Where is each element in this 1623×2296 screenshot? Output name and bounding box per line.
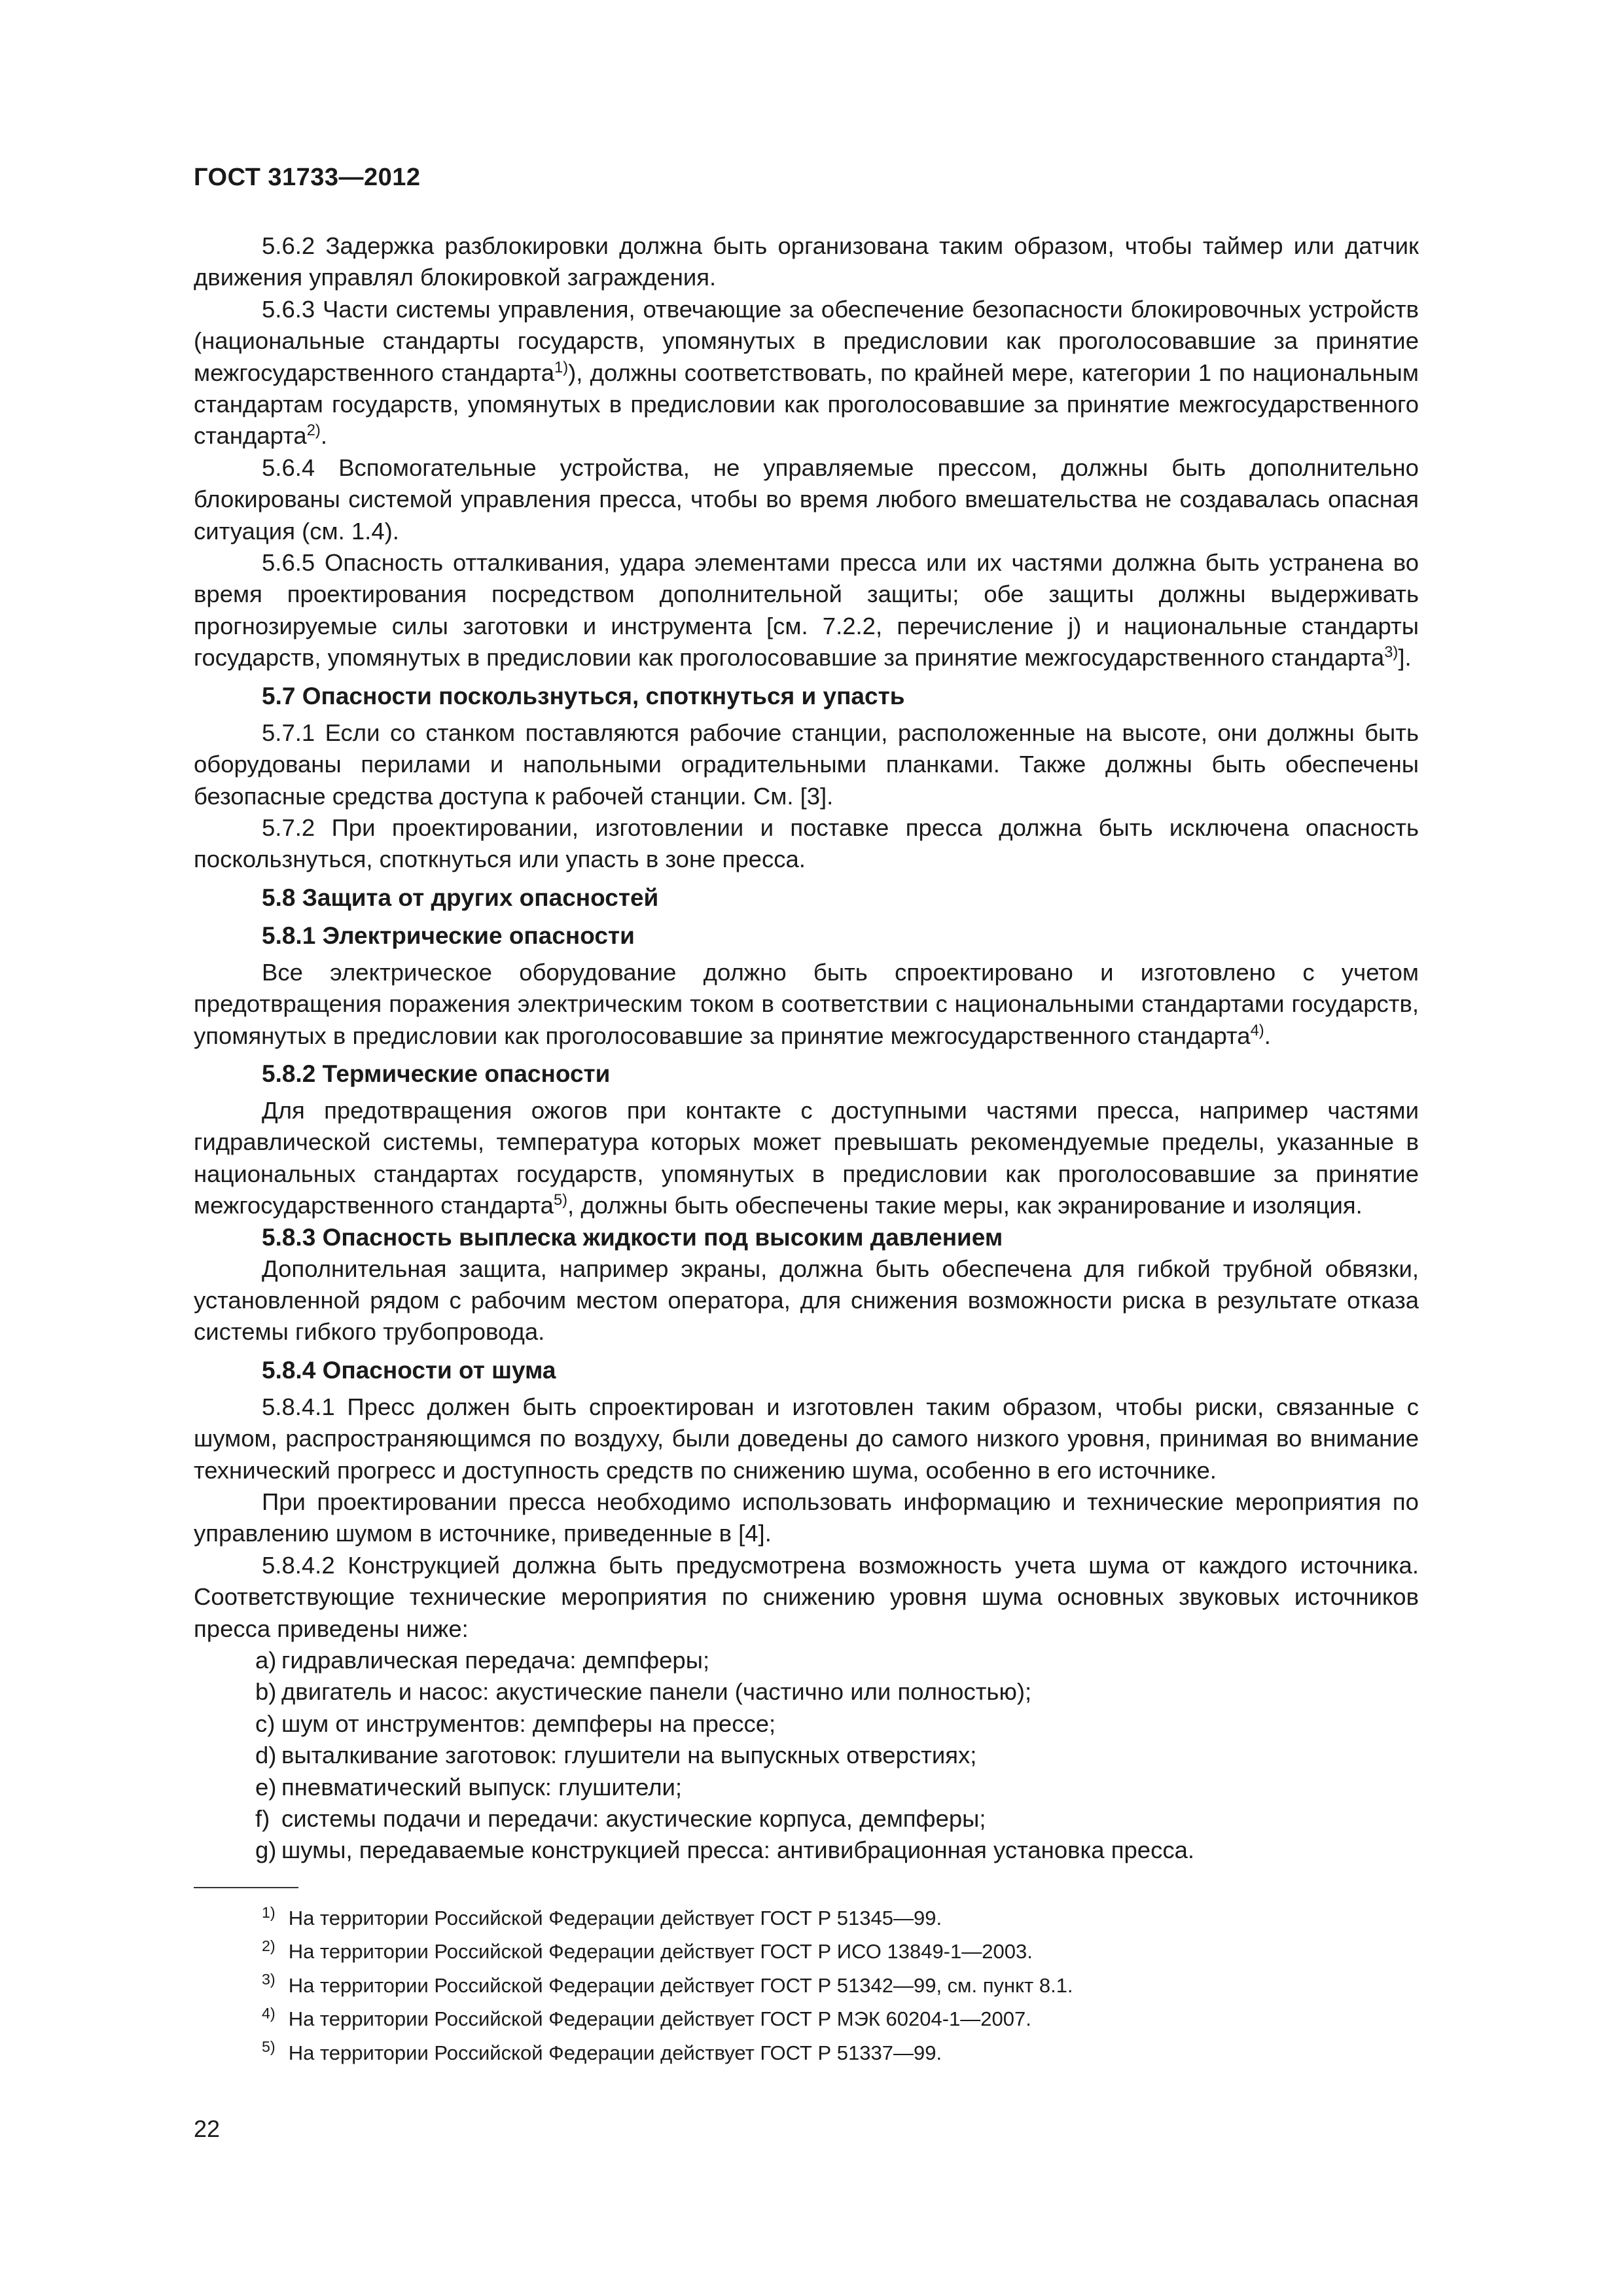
paragraph-5-6-5: [194, 547, 1419, 674]
heading-5-8: 5.8 Защита от других опасностей: [262, 884, 659, 911]
paragraph-5-8-2: [194, 1095, 1419, 1222]
footnotes-list: [262, 1901, 1073, 2070]
list-item-text: системы подачи и передачи: акустические корпуса, демпферы;: [281, 1805, 986, 1833]
list-item-text: двигатель и насос: акустические панели (частично или полностью);: [281, 1678, 1032, 1706]
footnote-item: [262, 1935, 1073, 1968]
list-item: [194, 1772, 1419, 1803]
footnote-mark: 1): [262, 1903, 276, 1921]
footnote-ref-5: 5): [553, 1192, 568, 1209]
paragraph-5-8-1-part-b: .: [1264, 1022, 1271, 1049]
paragraph-5-6-3: [194, 294, 1419, 452]
page-number: 22: [194, 2115, 221, 2142]
document-body: [194, 230, 1419, 1867]
list-item-letter: d): [255, 1742, 277, 1769]
heading-5-7: 5.7 Опасности поскользнуться, споткнуться и упасть: [262, 682, 905, 709]
list-item: [194, 1645, 1419, 1676]
paragraph-5-8-2-part-a: Для предотвращения ожогов при контакте с доступными частями пресса, например частями гидравлической системы, температура которых может превышать рекомендуемые пределы, указанные в национальных стандартах государств, упомянутых в предисловии как проголосовавшие за принятие межгосударственного стандарта: [194, 1096, 1419, 1219]
document-header: ГОСТ 31733—2012: [194, 164, 421, 191]
paragraph-5-8-4-2: 5.8.4.2 Конструкцией должна быть предусмотрена возможность учета шума от каждого источника. Соответствующие технические мероприятия по снижению уровня шума основных звуковых источников пресса приведены ниже:: [194, 1551, 1419, 1642]
list-item: [194, 1803, 1419, 1835]
paragraph-5-6-3-part-b: ), должны соответствовать, по крайней мере, категории 1 по национальным стандартам государств, упомянутых в предисловии как проголосовавшие за принятие межгосударственного стандарта: [194, 359, 1419, 450]
footnote-text: На территории Российской Федерации действует ГОСТ Р 51342—99, см. пункт 8.1.: [288, 1973, 1073, 1997]
list-item-letter: a): [255, 1647, 277, 1674]
footnote-ref-1: 1): [554, 359, 569, 376]
paragraph-5-8-4-1: 5.8.4.1 Пресс должен быть спроектирован и изготовлен таким образом, чтобы риски, связанные с шумом, распространяющимся по воздуху, были доведены до самого низкого уровня, принимая во внимание технический прогресс и доступность средств по снижению шума, особенно в его источнике.: [194, 1393, 1419, 1484]
heading-5-8-3: 5.8.3 Опасность выплеска жидкости под высоким давлением: [262, 1223, 1003, 1251]
list-item: [194, 1708, 1419, 1740]
paragraph-5-7-2: 5.7.2 При проектировании, изготовлении и поставке пресса должна быть исключена опасность поскользнуться, споткнуться или упасть в зоне пресса.: [194, 814, 1419, 873]
footnote-item: [262, 1969, 1073, 2002]
footnote-item: [262, 2036, 1073, 2070]
footnote-mark: 3): [262, 1971, 276, 1988]
footnote-text: На территории Российской Федерации действует ГОСТ Р ИСО 13849-1—2003.: [288, 1940, 1033, 1964]
list-item-text: шумы, передаваемые конструкцией пресса: антивибрационная установка пресса.: [281, 1837, 1195, 1864]
list-item-letter: e): [255, 1773, 277, 1801]
list-item-text: выталкивание заготовок: глушители на выпускных отверстиях;: [281, 1742, 977, 1769]
footnote-ref-2: 2): [306, 422, 321, 440]
footnote-divider: [194, 1887, 298, 1888]
list-item-letter: f): [255, 1805, 270, 1833]
paragraph-5-6-3-part-a: 5.6.3 Части системы управления, отвечающие за обеспечение безопасности блокировочных устройств (национальные стандарты государств, упомянутых в предисловии как проголосовавшие за принятие межгосударственного стандарта: [194, 295, 1419, 386]
list-item-letter: b): [255, 1678, 277, 1706]
footnote-item: [262, 2002, 1073, 2036]
paragraph-5-8-4-1-continued: При проектировании пресса необходимо использовать информацию и технические мероприятия по управлению шумом в источнике, приведенные в [4].: [194, 1488, 1419, 1547]
footnote-text: На территории Российской Федерации действует ГОСТ Р МЭК 60204-1—2007.: [288, 2007, 1031, 2031]
list-item-text: гидравлическая передача: демпферы;: [281, 1647, 710, 1674]
footnote-mark: 2): [262, 1937, 276, 1955]
footnote-text: На территории Российской Федерации действует ГОСТ Р 51345—99.: [288, 1907, 942, 1929]
heading-5-8-4: 5.8.4 Опасности от шума: [262, 1356, 556, 1384]
heading-5-8-1: 5.8.1 Электрические опасности: [262, 922, 635, 949]
paragraph-5-8-1-part-a: Все электрическое оборудование должно быть спроектировано и изготовлено с учетом предотвращения поражения электрическим током в соответствии с национальными стандартами государств, упомянутых в предисловии как проголосовавшие за принятие межгосударственного стандарта: [194, 958, 1419, 1049]
paragraph-5-7-1: 5.7.1 Если со станком поставляются рабочие станции, расположенные на высоте, они должны быть оборудованы перилами и напольными оградительными планками. Также должны быть обеспечены безопасные средства доступа к рабочей станции. См. [3].: [194, 719, 1419, 810]
list-item-letter: g): [255, 1837, 277, 1864]
footnote-item: [262, 1901, 1073, 1935]
paragraph-5-6-3-part-c: .: [320, 422, 327, 450]
paragraph-5-6-5-part-b: ].: [1398, 644, 1412, 672]
paragraph-5-8-3: Дополнительная защита, например экраны, должна быть обеспечена для гибкой трубной обвязки, установленной рядом с рабочим местом оператора, для снижения возможности риска в результате отказа системы гибкого трубопровода.: [194, 1255, 1419, 1346]
list-item-text: шум от инструментов: демпферы на прессе;: [281, 1710, 776, 1737]
paragraph-5-6-5-part-a: 5.6.5 Опасность отталкивания, удара элементами пресса или их частями должна быть устранена во время проектирования посредством дополнительной защиты; обе защиты должны выдерживать прогнозируемые силы заготовки и инструмента [см. 7.2.2, перечисление j) и национальные стандарты государств, упомянутых в предисловии как проголосовавшие за принятие межгосударственного стандарта: [194, 549, 1419, 672]
footnote-text: На территории Российской Федерации действует ГОСТ Р 51337—99.: [288, 2041, 942, 2064]
paragraph-5-6-4: 5.6.4 Вспомогательные устройства, не управляемые прессом, должны быть дополнительно блокированы системой управления пресса, чтобы во время любого вмешательства не создавалась опасная ситуация (см. 1.4).: [194, 454, 1419, 545]
noise-measures-list: [194, 1645, 1419, 1867]
list-item: [194, 1835, 1419, 1866]
list-item: [194, 1676, 1419, 1708]
footnote-mark: 5): [262, 2038, 276, 2056]
footnote-ref-3: 3): [1384, 644, 1399, 662]
heading-5-8-2: 5.8.2 Термические опасности: [262, 1060, 611, 1087]
list-item-text: пневматический выпуск: глушители;: [281, 1773, 683, 1801]
paragraph-5-6-2: 5.6.2 Задержка разблокировки должна быть организована таким образом, чтобы таймер или датчик движения управлял блокировкой заграждения.: [194, 232, 1419, 291]
footnote-mark: 4): [262, 2004, 276, 2022]
list-item: [194, 1740, 1419, 1771]
paragraph-5-8-1: [194, 957, 1419, 1052]
footnote-ref-4: 4): [1250, 1022, 1264, 1039]
paragraph-5-8-2-part-b: , должны быть обеспечены такие меры, как экранирование и изоляция.: [567, 1192, 1363, 1219]
list-item-letter: c): [255, 1710, 276, 1737]
